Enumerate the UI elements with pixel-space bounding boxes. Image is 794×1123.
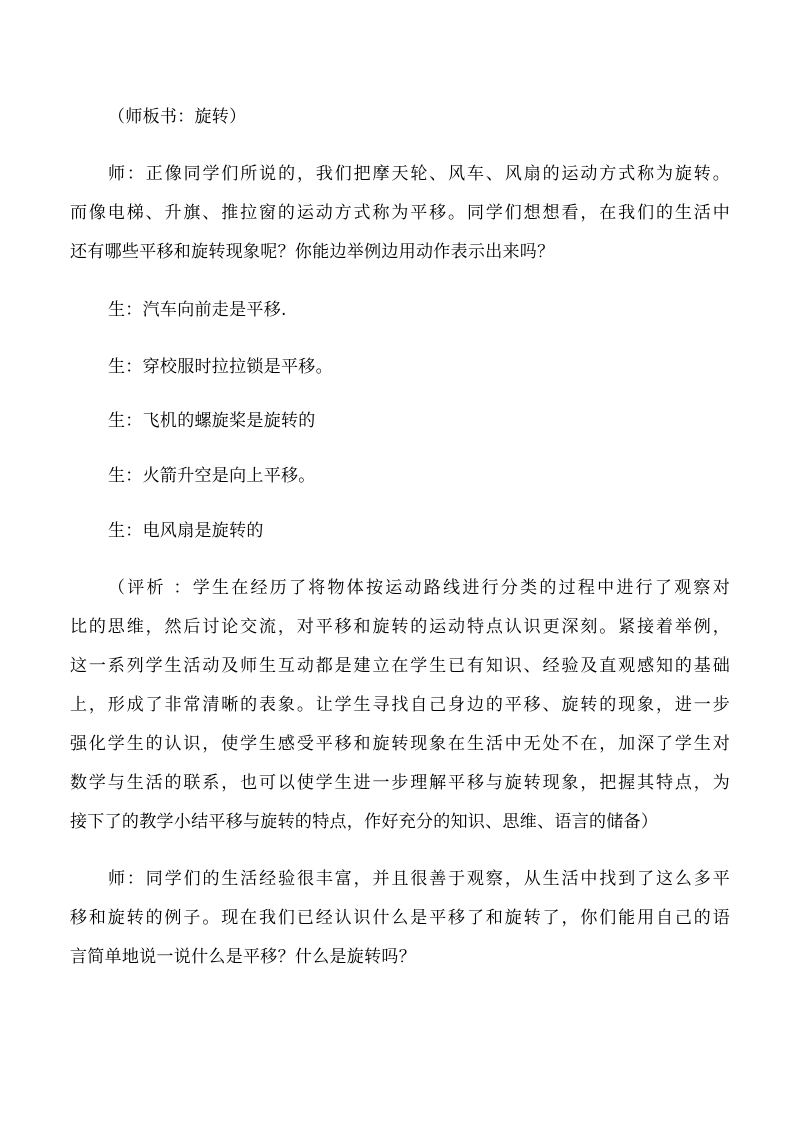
teacher-paragraph-2-line-3: 言简单地说一说什么是平移？什么是旋转吗？	[70, 947, 416, 967]
commentary-line-6: 数学与生活的联系，也可以使学生进一步理解平移与旋转现象，把握其特点，为	[70, 773, 730, 793]
commentary-line-5: 强化学生的认识，使学生感受平移和旋转现象在生活中无处不在，加深了学生对	[70, 734, 730, 754]
commentary-line-1: （评析 ：学生在经历了将物体按运动路线进行分类的过程中进行了观察对	[108, 578, 730, 598]
student-answer-3: 生：飞机的螺旋桨是旋转的	[108, 411, 316, 431]
student-answer-1: 生：汽车向前走是平移.	[108, 300, 287, 320]
board-note-line: （师板书：旋转）	[108, 107, 247, 127]
student-answer-5: 生：电风扇是旋转的	[108, 521, 264, 541]
teacher-paragraph-2-line-2: 移和旋转的例子。现在我们已经认识什么是平移了和旋转了，你们能用自己的语	[70, 908, 730, 928]
commentary-line-3: 这一系列学生活动及师生互动都是建立在学生已有知识、经验及直观感知的基础	[70, 656, 730, 676]
student-answer-2: 生：穿校服时拉拉锁是平移。	[108, 357, 333, 377]
student-answer-4: 生：火箭升空是向上平移。	[108, 466, 316, 486]
teacher-paragraph-2-line-1: 师：同学们的生活经验很丰富，并且很善于观察，从生活中找到了这么多平	[108, 869, 730, 889]
commentary-line-2: 比的思维，然后讨论交流，对平移和旋转的运动特点认识更深刻。紧接着举例，	[70, 617, 730, 637]
commentary-line-7: 接下了的教学小结平移与旋转的特点，作好充分的知识、思维、语言的储备）	[70, 812, 659, 832]
teacher-paragraph-1-line-3: 还有哪些平移和旋转现象呢？你能边举例边用动作表示出来吗？	[70, 242, 555, 262]
teacher-paragraph-1-line-1: 师：正像同学们所说的，我们把摩天轮、风车、风扇的运动方式称为旋转。	[108, 164, 730, 184]
commentary-line-4: 上，形成了非常清晰的表象。让学生寻找自己身边的平移、旋转的现象，进一步	[70, 695, 730, 715]
teacher-paragraph-1-line-2: 而像电梯、升旗、推拉窗的运动方式称为平移。同学们想想看，在我们的生活中	[70, 203, 730, 223]
